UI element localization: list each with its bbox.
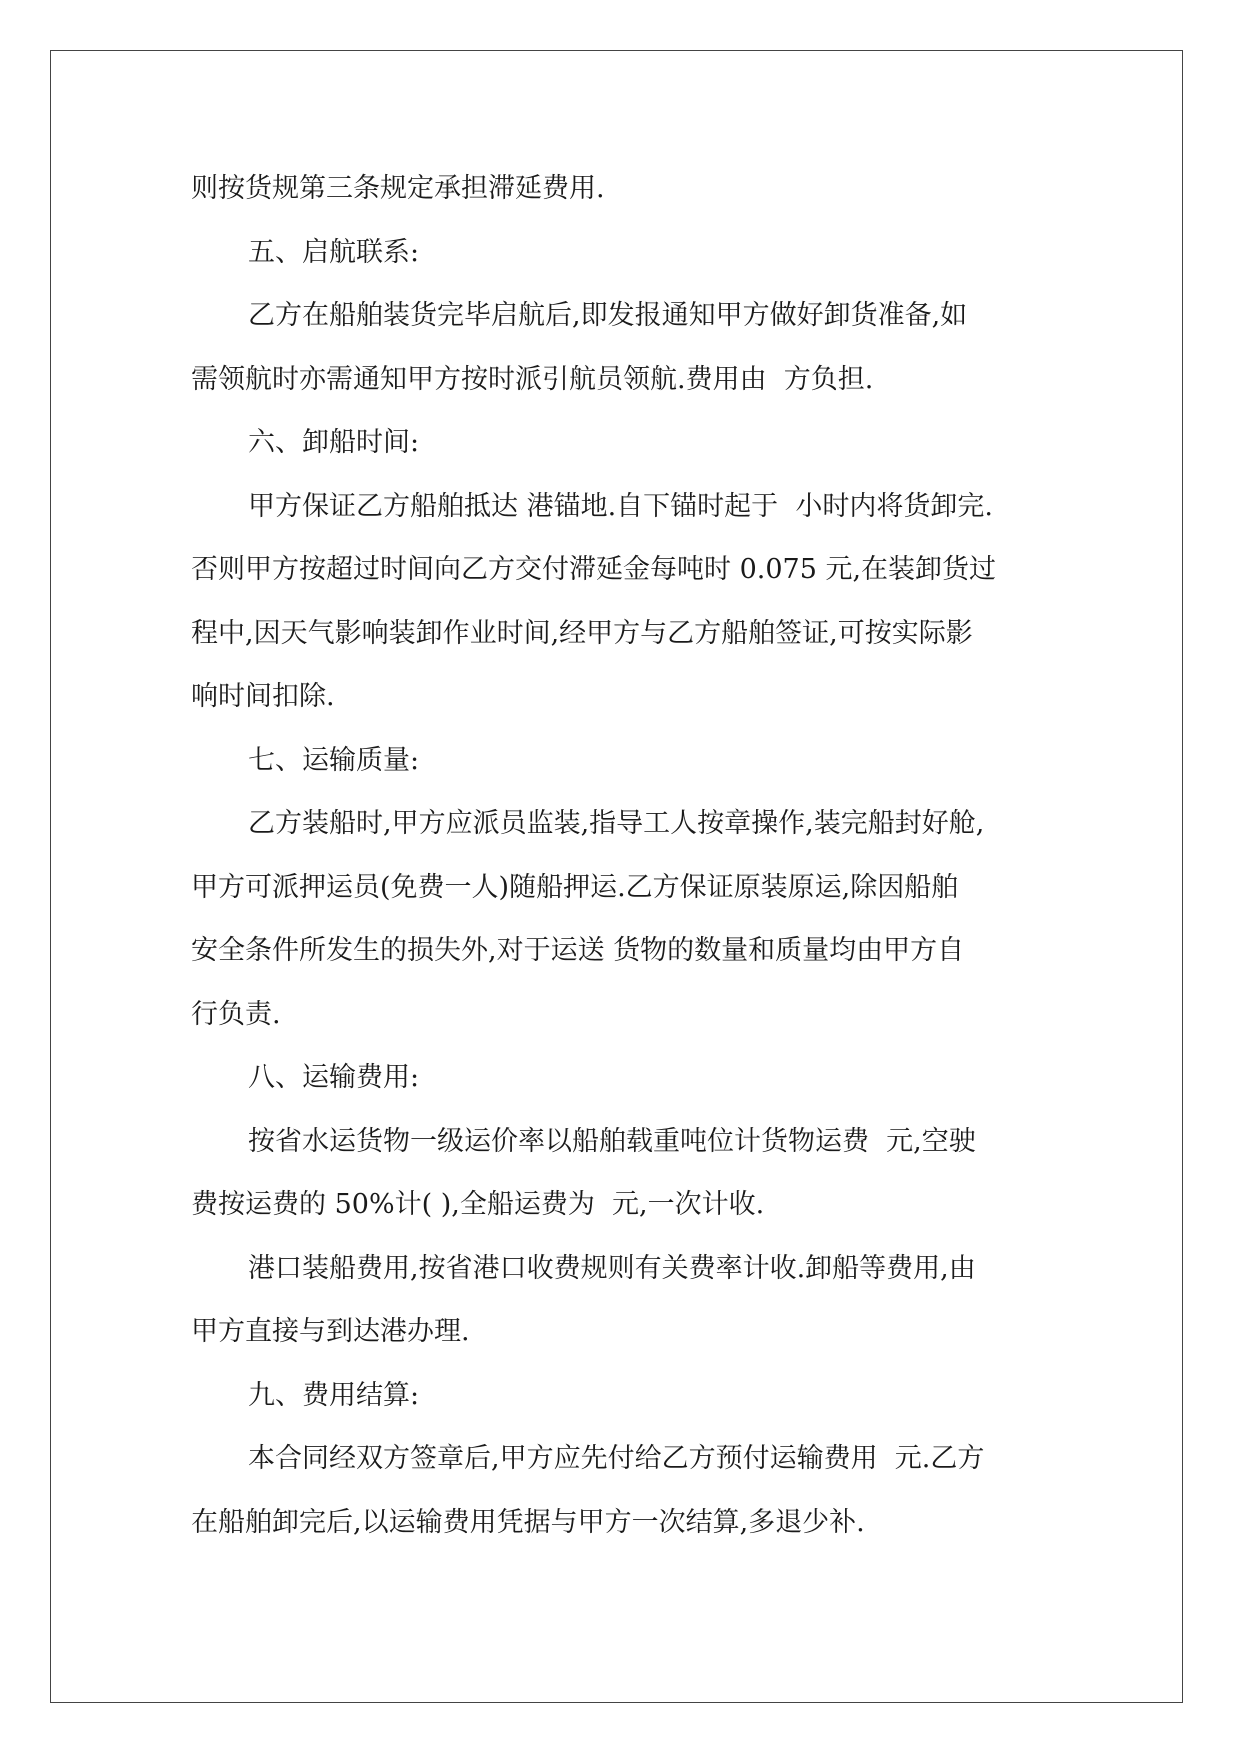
text-line: 乙方在船舶装货完毕启航后,即发报通知甲方做好卸货准备,如 xyxy=(248,300,968,331)
text-line: 甲方保证乙方船舶抵达 港锚地.自下锚时起于 小时内将货卸完. xyxy=(248,490,993,522)
text-line: 甲方直接与到达港办理. xyxy=(191,1316,470,1347)
section-heading-7: 七、运输质量: xyxy=(248,744,420,776)
section-heading-6: 六、卸船时间: xyxy=(248,427,420,458)
text-line: 甲方可派押运员(免费一人)随船押运.乙方保证原装原运,除因船舶 xyxy=(191,871,959,903)
section-heading-5: 五、启航联系: xyxy=(248,236,420,268)
document-body xyxy=(191,157,1071,1554)
text-line: 本合同经双方签章后,甲方应先付给乙方预付运输费用 元.乙方 xyxy=(248,1443,985,1474)
text-line: 费按运费的 50%计( ),全船运费为 元,一次计收. xyxy=(191,1189,765,1220)
text-line: 安全条件所发生的损失外,对于运送 货物的数量和质量均由甲方自 xyxy=(191,935,965,966)
text-line: 响时间扣除. xyxy=(191,681,335,712)
text-line: 按省水运货物一级运价率以船舶载重吨位计货物运费 元,空驶 xyxy=(248,1125,976,1157)
text-line: 港口装船费用,按省港口收费规则有关费率计收.卸船等费用,由 xyxy=(248,1252,976,1284)
text-line: 需领航时亦需通知甲方按时派引航员领航.费用由 方负担. xyxy=(191,363,874,395)
section-heading-9: 九、费用结算: xyxy=(248,1379,420,1411)
text-line: 在船舶卸完后,以运输费用凭据与甲方一次结算,多退少补. xyxy=(191,1506,865,1538)
text-line: 行负责. xyxy=(191,998,281,1030)
section-heading-8: 八、运输费用: xyxy=(248,1062,420,1093)
text-line: 否则甲方按超过时间向乙方交付滞延金每吨时 0.075 元,在装卸货过 xyxy=(191,554,997,585)
text-line: 程中,因天气影响装卸作业时间,经甲方与乙方船舶签证,可按实际影 xyxy=(191,617,973,649)
text-line: 乙方装船时,甲方应派员监装,指导工人按章操作,装完船封好舱, xyxy=(248,808,985,839)
text-line: 则按货规第三条规定承担滞延费用. xyxy=(191,173,605,204)
